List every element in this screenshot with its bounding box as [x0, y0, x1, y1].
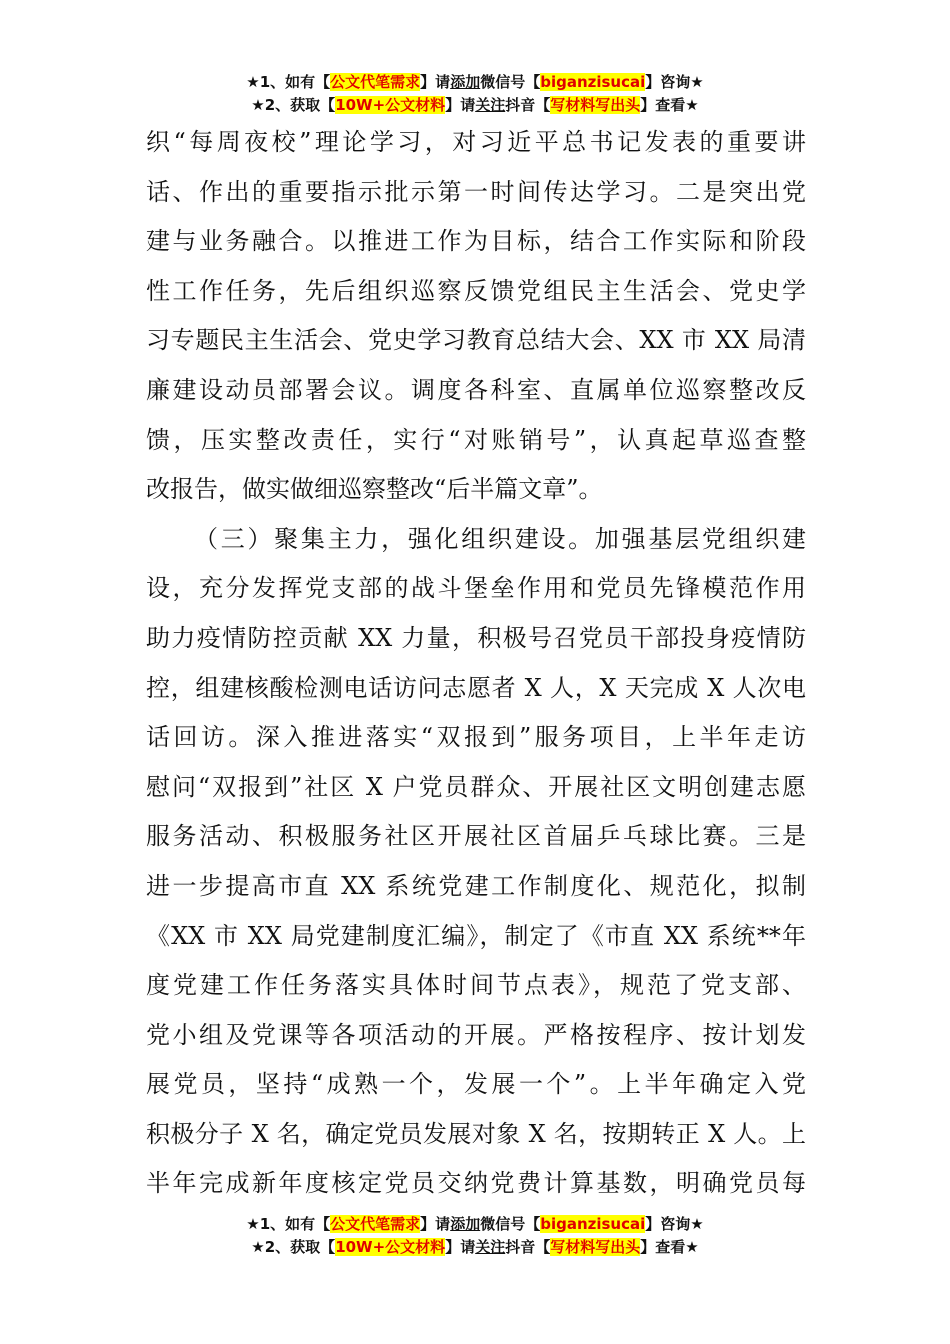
banner-suffix: 】咨询★: [645, 1215, 704, 1233]
document-body: [146, 118, 806, 1209]
text-line: 助力疫情防控贡献 XX 力量，积极号召党员干部投身疫情防: [146, 623, 806, 652]
text-line: 积极分子 X 名，确定党员发展对象 X 名，按期转正 X 人。上: [146, 1119, 806, 1148]
paragraph-1: [146, 118, 806, 515]
banner-text: 】请: [420, 73, 451, 91]
text-line: 度党建工作任务落实具体时间节点表》，规范了党支部、: [146, 971, 806, 1000]
banner-emphasis: 关注: [475, 96, 506, 114]
text-line: 服务活动、积极服务社区开展社区首届乒乓球比赛。三是: [146, 822, 806, 851]
top-banner-line-2: [0, 95, 950, 115]
banner-highlight: 10W+公文材料: [335, 96, 446, 114]
banner-prefix: ★1、如有【: [246, 73, 331, 91]
banner-suffix: 】查看★: [640, 96, 699, 114]
bottom-banner-line-1: [0, 1214, 950, 1234]
banner-text: 微信号【: [480, 1215, 541, 1233]
banner-prefix: ★2、获取【: [251, 96, 336, 114]
douyin-account: 写材料写出头: [550, 96, 641, 114]
text-line: 建与业务融合。以推进工作为目标，结合工作实际和阶段: [146, 227, 806, 256]
banner-highlight: 公文代笔需求: [330, 73, 421, 91]
wechat-id: biganzisucai: [540, 73, 646, 91]
banner-text: 微信号【: [480, 73, 541, 91]
text-line: 《XX 市 XX 局党建制度汇编》，制定了《市直 XX 系统**年: [146, 921, 806, 950]
text-line: 党小组及党课等各项活动的开展。严格按程序、按计划发: [146, 1020, 806, 1049]
text-line: 话、作出的重要指示批示第一时间传达学习。二是突出党: [146, 177, 806, 206]
text-line: 进一步提高市直 XX 系统党建工作制度化、规范化，拟制: [146, 871, 806, 900]
banner-emphasis: 添加: [450, 1215, 481, 1233]
banner-text: 】请: [445, 1238, 476, 1256]
douyin-account: 写材料写出头: [550, 1238, 641, 1256]
banner-suffix: 】查看★: [640, 1238, 699, 1256]
banner-text: 】请: [420, 1215, 451, 1233]
paragraph-2: [146, 515, 806, 1209]
text-line: 控，组建核酸检测电话访问志愿者 X 人，X 天完成 X 人次电: [146, 673, 806, 702]
text-line: 性工作任务，先后组织巡察反馈党组民主生活会、党史学: [146, 276, 806, 305]
banner-prefix: ★2、获取【: [251, 1238, 336, 1256]
banner-text: 抖音【: [505, 96, 551, 114]
top-banner-line-1: [0, 72, 950, 92]
text-line: 话回访。深入推进落实“双报到”服务项目，上半年走访: [146, 723, 806, 752]
banner-text: 】请: [445, 96, 476, 114]
banner-suffix: 】咨询★: [645, 73, 704, 91]
banner-emphasis: 关注: [475, 1238, 506, 1256]
banner-prefix: ★1、如有【: [246, 1215, 331, 1233]
text-line: 馈，压实整改责任，实行“对账销号”，认真起草巡查整: [146, 425, 806, 454]
section-heading-line: （三）聚集主力，强化组织建设。加强基层党组织建: [194, 524, 806, 553]
wechat-id: biganzisucai: [540, 1215, 646, 1233]
banner-emphasis: 添加: [450, 73, 481, 91]
bottom-banner-line-2: [0, 1237, 950, 1257]
banner-text: 抖音【: [505, 1238, 551, 1256]
text-line: 廉建设动员部署会议。调度各科室、直属单位巡察整改反: [146, 375, 806, 404]
text-line: 慰问“双报到”社区 X 户党员群众、开展社区文明创建志愿: [146, 772, 806, 801]
text-line: 展党员，坚持“成熟一个，发展一个”。上半年确定入党: [146, 1070, 806, 1099]
banner-highlight: 10W+公文材料: [335, 1238, 446, 1256]
text-line: 设，充分发挥党支部的战斗堡垒作用和党员先锋模范作用: [146, 574, 806, 603]
text-line: 习专题民主生活会、党史学习教育总结大会、XX 市 XX 局清: [146, 326, 806, 355]
text-line: 半年完成新年度核定党员交纳党费计算基数，明确党员每: [146, 1169, 806, 1198]
banner-highlight: 公文代笔需求: [330, 1215, 421, 1233]
text-line: 织“每周夜校”理论学习，对习近平总书记发表的重要讲: [146, 128, 806, 156]
text-line: 改报告，做实做细巡察整改“后半篇文章”。: [146, 475, 603, 504]
